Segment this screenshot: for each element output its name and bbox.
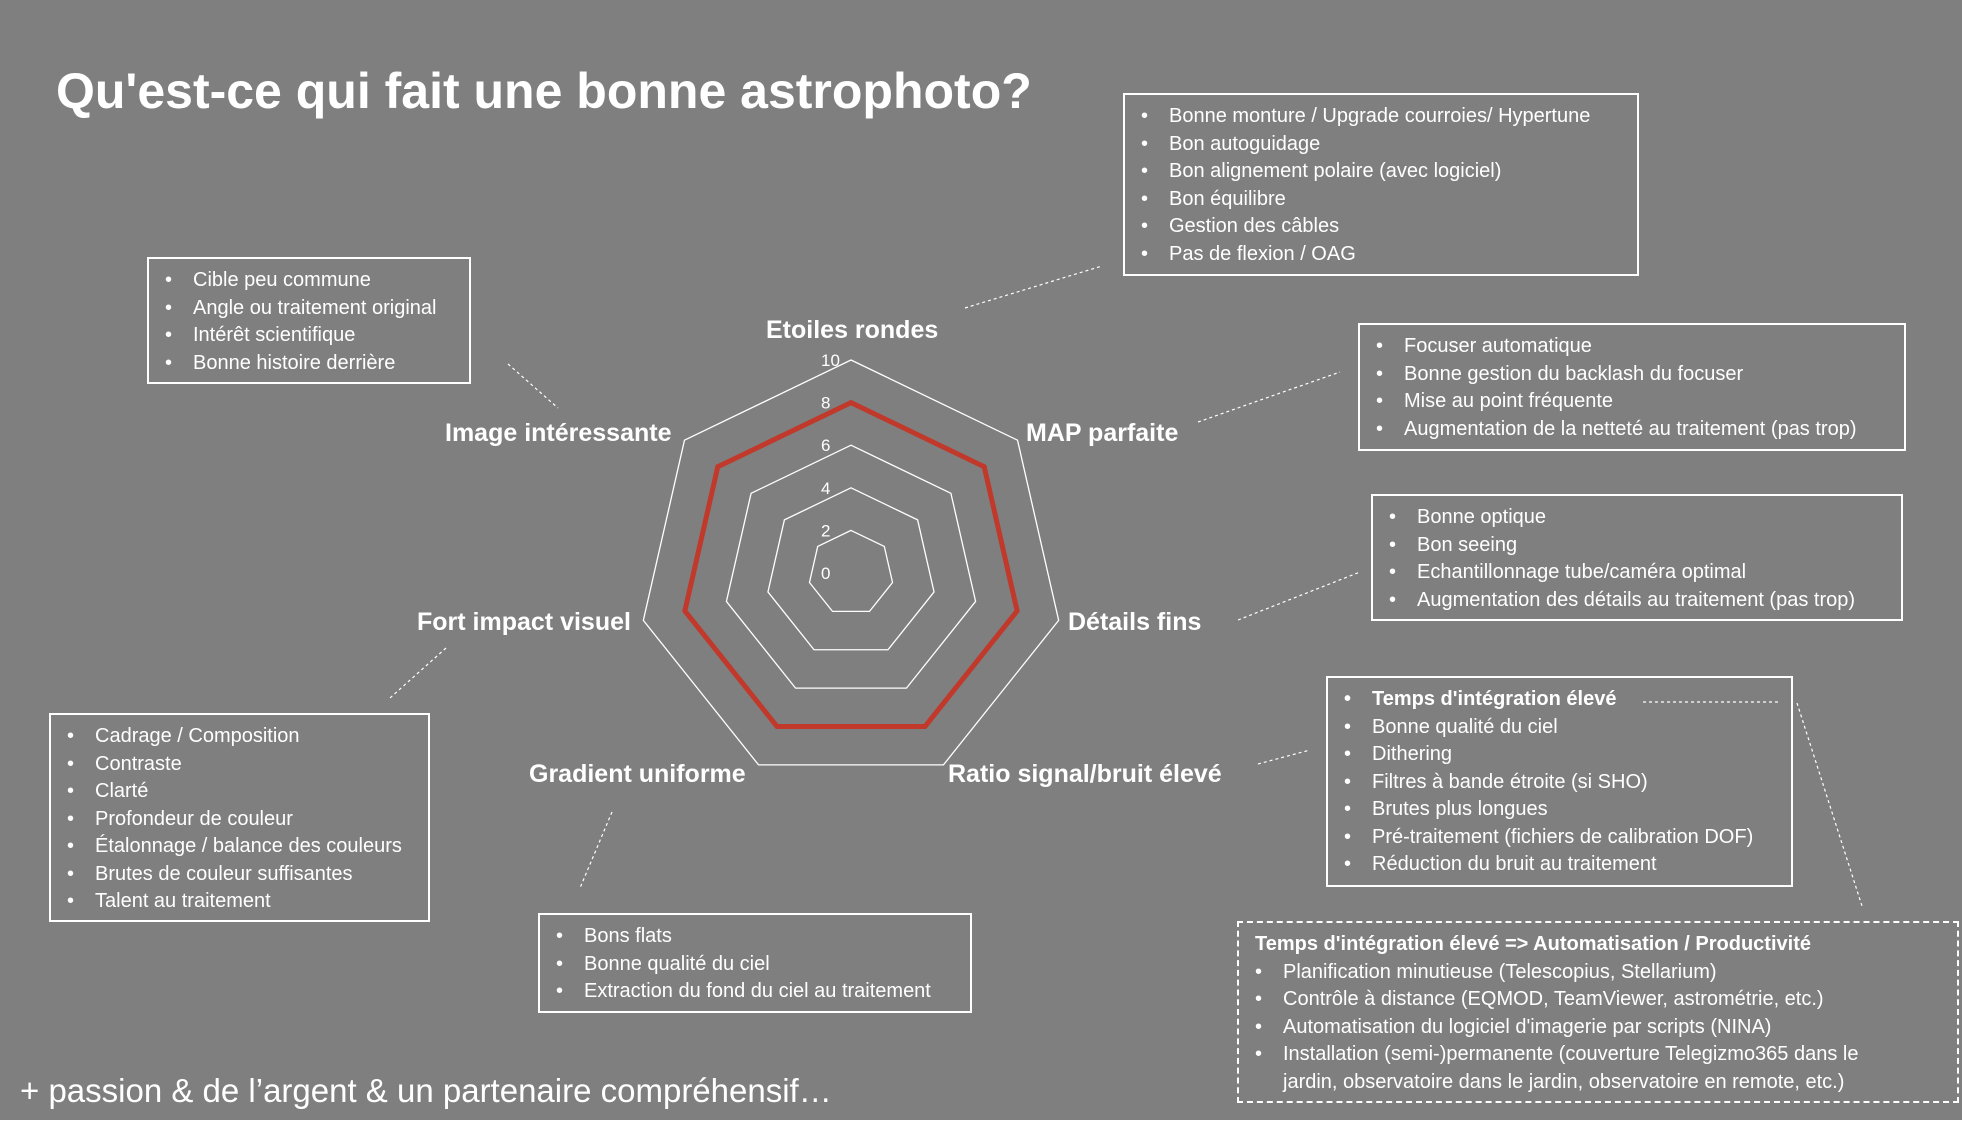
slide-title: Qu'est-ce qui fait une bonne astrophoto? — [56, 63, 1032, 119]
list-item: • Mise au point fréquente — [1376, 388, 1888, 416]
list-item: • Bon seeing — [1389, 532, 1885, 560]
axis-label-details: Détails fins — [1068, 608, 1202, 636]
box-map-parfaite — [1358, 323, 1906, 451]
list-item: • Brutes de couleur suffisantes — [67, 861, 412, 889]
box-heading: Temps d'intégration élevé => Automatisation / Productivité — [1255, 933, 1811, 955]
list-item: • Bonne monture / Upgrade courroies/ Hypertune — [1141, 103, 1621, 131]
list-item: • Brutes plus longues — [1344, 796, 1775, 824]
list-item: • Bons flats — [556, 923, 954, 951]
connector-interessante — [508, 364, 558, 408]
list-item: • Planification minutieuse (Telescopius, Stellarium) — [1255, 959, 1941, 987]
connector-impact — [390, 648, 446, 698]
list-item: • Echantillonnage tube/caméra optimal — [1389, 559, 1885, 587]
list-item: • Pré-traitement (fichiers de calibration DOF) — [1344, 824, 1775, 852]
tick-label: 2 — [821, 521, 831, 541]
connector-ratio — [1258, 750, 1310, 764]
list-item: • Bonne optique — [1389, 504, 1885, 532]
connector-details — [1238, 572, 1360, 620]
tick-label: 6 — [821, 436, 831, 456]
axis-label-gradient: Gradient uniforme — [529, 760, 746, 788]
slide-footer: + passion & de l’argent & un partenaire compréhensif… — [20, 1072, 832, 1109]
list-item: • Extraction du fond du ciel au traitement — [556, 978, 954, 1006]
list-item: • Réduction du bruit au traitement — [1344, 851, 1775, 879]
tick-label: 8 — [821, 393, 831, 413]
tick-label: 0 — [821, 564, 831, 583]
list-item: • Filtres à bande étroite (si SHO) — [1344, 769, 1775, 797]
list-item: • Pas de flexion / OAG — [1141, 241, 1621, 269]
box-automatisation — [1237, 921, 1959, 1103]
connector-map — [1198, 372, 1340, 422]
list-item: • Bonne qualité du ciel — [1344, 714, 1775, 742]
list-item: • Focuser automatique — [1376, 333, 1888, 361]
list-item: • Augmentation des détails au traitement (pas trop) — [1389, 587, 1885, 615]
axis-label-ratio: Ratio signal/bruit élevé — [948, 760, 1222, 788]
connector-etoiles — [965, 266, 1102, 308]
box-etoiles-rondes — [1123, 93, 1639, 276]
list-item: • Dithering — [1344, 741, 1775, 769]
tick-label: 10 — [821, 351, 840, 370]
list-item: • Clarté — [67, 778, 412, 806]
list-item: • Gestion des câbles — [1141, 213, 1621, 241]
list-item: • Bonne gestion du backlash du focuser — [1376, 361, 1888, 389]
connector-ratio-automatisation — [1797, 703, 1862, 906]
list-item: • Cadrage / Composition — [67, 723, 412, 751]
list-item: • Talent au traitement — [67, 888, 412, 916]
list-item: • Automatisation du logiciel d'imagerie par scripts (NINA) — [1255, 1014, 1941, 1042]
box-gradient-uniforme — [538, 913, 972, 1013]
box-image-interessante — [147, 257, 471, 384]
list-item: • Étalonnage / balance des couleurs — [67, 833, 412, 861]
list-item: • Augmentation de la netteté au traitement (pas trop) — [1376, 416, 1888, 444]
list-item: • Cible peu commune — [165, 267, 453, 295]
list-item: • Bon équilibre — [1141, 186, 1621, 214]
list-item: • Profondeur de couleur — [67, 806, 412, 834]
list-item: • Contraste — [67, 751, 412, 779]
box-ratio-signal-bruit — [1326, 676, 1793, 887]
list-item: • Bonne qualité du ciel — [556, 951, 954, 979]
connector-gradient — [580, 812, 612, 888]
axis-label-etoiles: Etoiles rondes — [766, 316, 939, 344]
box-details-fins — [1371, 494, 1903, 621]
list-item: • Bon alignement polaire (avec logiciel) — [1141, 158, 1621, 186]
list-item: • Bonne histoire derrière — [165, 350, 453, 378]
list-item: • Angle ou traitement original — [165, 295, 453, 323]
list-item: • Temps d'intégration élevé — [1344, 686, 1775, 714]
list-item: • Contrôle à distance (EQMOD, TeamViewer, astrométrie, etc.) — [1255, 986, 1941, 1014]
box-fort-impact-visuel — [49, 713, 430, 922]
list-item: • Installation (semi-)permanente (couverture Telegizmo365 dans le jardin, observatoire dans le jardin, observatoire en remote, etc.) — [1255, 1041, 1903, 1096]
list-item: • Bon autoguidage — [1141, 131, 1621, 159]
axis-label-impact: Fort impact visuel — [417, 608, 631, 636]
list-item: • Intérêt scientifique — [165, 322, 453, 350]
axis-label-interessante: Image intéressante — [445, 419, 672, 447]
tick-label: 4 — [821, 478, 831, 498]
axis-label-map: MAP parfaite — [1026, 419, 1179, 447]
